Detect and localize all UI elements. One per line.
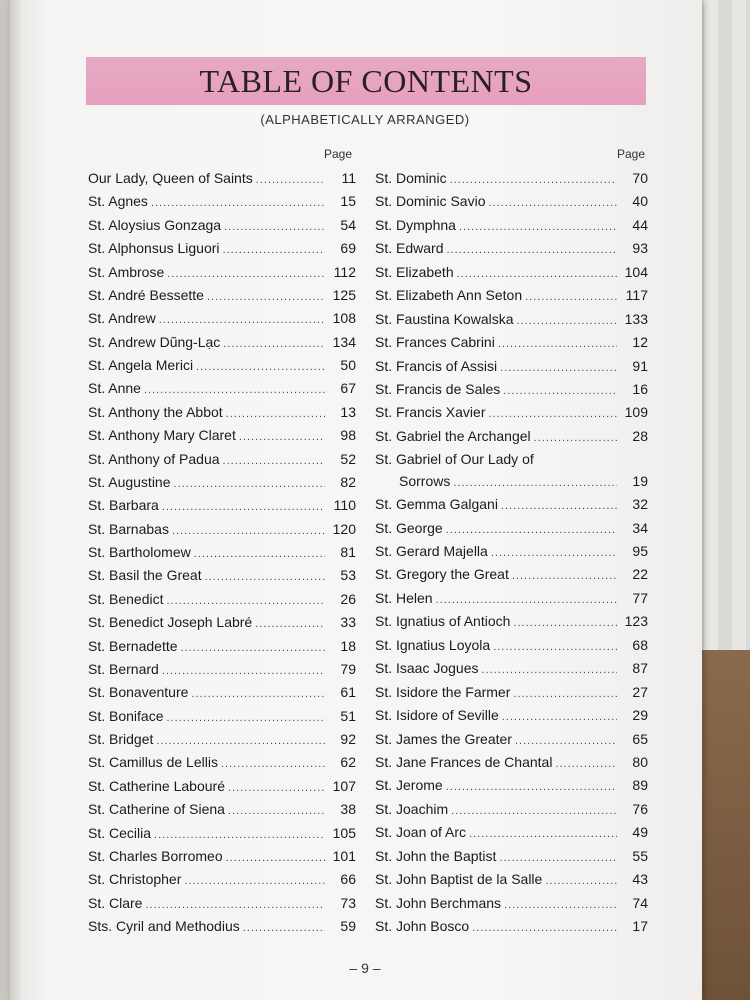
toc-entry-page: 67: [340, 380, 356, 397]
toc-entry-page: 123: [624, 613, 648, 630]
toc-entry-title: St. Jerome: [375, 777, 443, 794]
toc-entry-page: 18: [340, 637, 356, 654]
dot-leader: [451, 801, 617, 821]
toc-entry-title: St. Basil the Great: [88, 567, 202, 584]
toc-entry-page: 79: [340, 660, 356, 677]
toc-entry-page: 66: [340, 871, 356, 888]
toc-entry: [88, 168, 356, 190]
toc-entry-page: 55: [632, 847, 648, 864]
toc-entry-title: St. Joachim: [375, 800, 449, 817]
page-title: TABLE OF CONTENTS: [199, 62, 533, 99]
toc-entry-title: St. John Bosco: [375, 918, 470, 934]
toc-entry: [375, 494, 648, 516]
toc-entry: [88, 519, 356, 541]
toc-entry-page: 93: [632, 240, 648, 257]
toc-entry-page: 51: [340, 707, 356, 724]
toc-entry-title: St. Jane Frances de Chantal: [375, 753, 553, 770]
dot-leader: [207, 287, 325, 307]
dot-leader: [469, 824, 617, 844]
toc-column-right: [375, 168, 648, 938]
toc-column-left: [88, 168, 356, 938]
toc-entry: [375, 916, 648, 938]
toc-entry-title: St. John Berchmans: [375, 894, 502, 911]
dot-leader: [154, 825, 325, 845]
dot-leader: [255, 614, 325, 634]
toc-entry: [88, 332, 356, 354]
toc-entry-title: St. Gabriel of Our Lady of: [375, 451, 534, 468]
toc-entry-title: St. Dominic Savio: [375, 193, 486, 210]
toc-entry-page: 11: [341, 170, 356, 186]
toc-entry: [88, 776, 356, 798]
toc-entry: [375, 262, 648, 284]
toc-entry-title: St. Anthony the Abbot: [88, 403, 223, 420]
toc-entry-page: 13: [340, 403, 356, 420]
toc-entry: [88, 472, 356, 494]
toc-entry: [375, 332, 648, 354]
toc-entry-title: Sts. Cyril and Methodius: [88, 918, 240, 934]
dot-leader: [491, 543, 617, 563]
toc-entry-page: 73: [340, 894, 356, 911]
toc-entry: [375, 426, 648, 448]
toc-entry-page: 38: [340, 801, 356, 818]
toc-entry-page: 87: [632, 660, 648, 677]
toc-entry: [375, 635, 648, 657]
toc-entry-page: 27: [632, 683, 648, 700]
toc-entry: [88, 355, 356, 377]
toc-entry: [375, 191, 648, 213]
toc-entry-title: St. Christopher: [88, 871, 182, 888]
page-column-heading-left: Page: [324, 147, 353, 161]
toc-entry-page: 26: [340, 590, 356, 607]
toc-entry-title: St. Bartholomew: [88, 544, 191, 560]
toc-entry-page: 91: [632, 357, 648, 374]
dot-leader: [498, 334, 617, 354]
toc-entry: [375, 238, 648, 260]
toc-entry: [88, 916, 356, 938]
toc-entry-page: 28: [632, 427, 648, 444]
toc-entry-title: St. Anthony Mary Claret: [88, 427, 236, 444]
page-number: – 9 –: [349, 960, 381, 976]
toc-entry-title: St. Andrew: [88, 310, 156, 327]
toc-entry: [375, 356, 648, 378]
toc-entry: [375, 799, 648, 821]
dot-leader: [513, 613, 617, 633]
toc-entry-page: 50: [340, 357, 356, 373]
toc-entry: [88, 729, 356, 751]
dot-leader: [194, 544, 325, 564]
dot-leader: [525, 287, 617, 307]
toc-entry: [88, 285, 356, 307]
toc-entry-title: St. Ignatius of Antioch: [375, 613, 511, 630]
toc-entry-title: St. Joan of Arc: [375, 824, 467, 841]
dot-leader: [499, 848, 617, 868]
dot-leader: [513, 684, 617, 704]
toc-entry-title: St. Faustina Kowalska: [375, 310, 514, 327]
toc-entry-title: St. John the Baptist: [375, 847, 497, 864]
dot-leader: [205, 567, 325, 587]
toc-entry: [375, 215, 648, 237]
toc-entry-page: 15: [340, 193, 356, 210]
toc-entry: [88, 659, 356, 681]
toc-entry-page: 52: [340, 450, 356, 467]
dot-leader: [457, 264, 617, 284]
toc-entry-page: 62: [340, 754, 356, 771]
dot-leader: [174, 474, 325, 494]
toc-entry-page: 12: [632, 334, 648, 351]
dot-leader: [228, 801, 325, 821]
toc-entry-title: St. Bonaventure: [88, 684, 189, 701]
toc-entry-title: St. Ambrose: [88, 263, 165, 280]
toc-entry: [375, 285, 648, 307]
toc-entry-page: 16: [632, 380, 648, 397]
toc-entry: [375, 449, 648, 469]
toc-entry: [88, 893, 356, 915]
toc-entry: [88, 425, 356, 447]
toc-entry-page: 80: [632, 753, 648, 770]
toc-entry-title: St. Anthony of Padua: [88, 450, 220, 467]
toc-entry: [88, 565, 356, 587]
toc-entry: [375, 705, 648, 727]
toc-entry-page: 69: [340, 240, 356, 257]
toc-entry-page: 77: [632, 589, 648, 606]
toc-entry-page: 40: [632, 193, 648, 210]
dot-leader: [500, 358, 617, 378]
toc-entry: [375, 752, 648, 774]
dot-leader: [502, 707, 617, 727]
toc-entry-page: 61: [340, 684, 356, 701]
toc-entry-page: 76: [632, 800, 648, 817]
toc-entry: [88, 495, 356, 517]
dot-leader: [482, 660, 617, 680]
toc-entry-page: 53: [340, 567, 356, 584]
toc-entry-page: 19: [632, 472, 648, 489]
toc-entry: [375, 682, 648, 704]
toc-entry: [88, 378, 356, 400]
toc-entry-page: 120: [332, 520, 356, 537]
toc-entry-title: St. Boniface: [88, 707, 164, 724]
title-banner: [86, 57, 646, 105]
toc-entry: [375, 658, 648, 680]
dot-leader: [145, 895, 325, 915]
toc-entry-page: 82: [340, 473, 356, 490]
toc-entry: [88, 823, 356, 845]
toc-entry-title: St. Alphonsus Liguori: [88, 240, 220, 257]
toc-entry-page: 105: [332, 824, 356, 841]
dot-leader: [450, 170, 617, 190]
toc-entry-title: St. James the Greater: [375, 730, 512, 747]
toc-entry-title: St. Bernard: [88, 660, 159, 677]
dot-leader: [446, 520, 617, 540]
toc-entry-title: St. Francis Xavier: [375, 404, 486, 421]
toc-entry-page: 68: [632, 636, 648, 653]
toc-entry: [375, 309, 648, 331]
toc-entry-title: St. Augustine: [88, 473, 171, 490]
toc-entry: [375, 402, 648, 424]
toc-entry: [88, 402, 356, 424]
toc-entry-title: St. Agnes: [88, 193, 148, 210]
toc-entry-page: 107: [332, 777, 356, 794]
toc-entry-page: 49: [632, 824, 648, 841]
page-subtitle: (ALPHABETICALLY ARRANGED): [260, 112, 470, 127]
dot-leader: [493, 637, 617, 657]
toc-entry-title: St. Helen: [375, 589, 433, 606]
toc-entry-page: 92: [340, 731, 356, 747]
toc-entry-page: 29: [632, 707, 648, 724]
toc-entry-title: St. Anne: [88, 380, 141, 397]
toc-entry-title: St. George: [375, 519, 443, 536]
dot-leader: [472, 918, 617, 938]
dot-leader: [191, 684, 325, 704]
dot-leader: [501, 496, 617, 516]
toc-entry-title: St. Gerard Majella: [375, 543, 488, 559]
dot-leader: [159, 310, 325, 330]
toc-entry-page: 59: [340, 918, 356, 934]
toc-entry-title: St. Bridget: [88, 731, 154, 747]
toc-entry-title: St. Barnabas: [88, 520, 169, 537]
toc-entry-page: 133: [624, 310, 648, 327]
toc-entry-title: St. Andrew Dũng-Lạc: [88, 333, 221, 350]
toc-entry-title: St. Gabriel the Archangel: [375, 427, 531, 444]
toc-entry: [88, 682, 356, 704]
toc-entry: [88, 238, 356, 260]
dot-leader: [151, 193, 325, 213]
toc-entry: [88, 308, 356, 330]
toc-entry-page: 65: [632, 730, 648, 747]
dot-leader: [226, 404, 325, 424]
dot-leader: [459, 217, 617, 237]
dot-leader: [517, 311, 617, 331]
toc-entry: [375, 168, 648, 190]
dot-leader: [256, 170, 325, 190]
toc-entry-title: St. Gemma Galgani: [375, 496, 498, 513]
toc-entry: [375, 775, 648, 797]
dot-leader: [167, 591, 326, 611]
toc-entry-title: St. Isidore of Seville: [375, 707, 499, 724]
toc-entry-title: St. Aloysius Gonzaga: [88, 216, 222, 233]
toc-entry-title: St. Camillus de Lellis: [88, 754, 218, 771]
toc-entry-title: St. Charles Borromeo: [88, 847, 223, 864]
toc-entry-title: St. Elizabeth Ann Seton: [375, 287, 523, 304]
toc-entry-title: St. Dominic: [375, 170, 447, 186]
toc-entry-page: 74: [632, 894, 648, 911]
toc-entry-page: 117: [625, 287, 648, 304]
toc-entry: [375, 379, 648, 401]
toc-entry-page: 134: [332, 333, 356, 350]
dot-leader: [503, 381, 617, 401]
toc-entry: [88, 612, 356, 634]
toc-entry-title: St. Benedict: [88, 590, 164, 607]
toc-entry: [88, 215, 356, 237]
dot-leader: [534, 428, 617, 448]
toc-entry-page: 81: [340, 544, 356, 560]
toc-entry-title: St. John Baptist de la Salle: [375, 871, 543, 888]
toc-entry-page: 32: [632, 496, 648, 513]
toc-entry-title: Sorrows: [399, 472, 451, 489]
toc-entry-title: St. Catherine Labouré: [88, 777, 225, 794]
toc-entry-title: St. Francis of Assisi: [375, 357, 498, 374]
dot-leader: [196, 357, 325, 377]
toc-entry-title: St. Isaac Jogues: [375, 660, 479, 677]
toc-entry-page: 108: [332, 310, 356, 327]
dot-leader: [184, 871, 325, 891]
toc-entry: [88, 869, 356, 891]
toc-entry: [375, 588, 648, 610]
dot-leader: [223, 240, 325, 260]
dot-leader: [243, 918, 325, 938]
toc-entry-title: St. Ignatius Loyola: [375, 636, 491, 653]
toc-entry: [375, 564, 648, 586]
toc-entry-title: St. Frances Cabrini: [375, 334, 495, 351]
toc-entry-page: 101: [332, 847, 356, 864]
toc-entry-page: 95: [632, 543, 648, 559]
toc-entry: [375, 846, 648, 868]
toc-entry-title: St. Angela Merici: [88, 357, 194, 373]
toc-entry-page: 104: [624, 263, 648, 280]
toc-entry: [88, 846, 356, 868]
toc-entry-title: St. Bernadette: [88, 637, 178, 654]
toc-entry-title: St. Isidore the Farmer: [375, 683, 511, 700]
toc-entry-page: 44: [632, 216, 648, 233]
dot-leader: [488, 404, 617, 424]
toc-entry: [375, 729, 648, 751]
toc-entry-page: 43: [632, 871, 648, 888]
dot-leader: [156, 731, 325, 751]
toc-entry-page: 98: [340, 427, 356, 444]
toc-entry: [375, 893, 648, 915]
dot-leader: [223, 451, 325, 471]
toc-entry-title: St. Clare: [88, 894, 143, 911]
dot-leader: [488, 193, 617, 213]
dot-leader: [512, 566, 617, 586]
toc-entry-title: Our Lady, Queen of Saints: [88, 170, 253, 186]
page-spine: [10, 0, 24, 1000]
dot-leader: [504, 895, 617, 915]
dot-leader: [446, 777, 617, 797]
dot-leader: [223, 334, 325, 354]
toc-entry: [88, 589, 356, 611]
toc-entry: [88, 799, 356, 821]
dot-leader: [167, 264, 325, 284]
toc-entry: [88, 636, 356, 658]
toc-entry-page: 34: [632, 519, 648, 536]
toc-entry: [375, 471, 648, 493]
dot-leader: [226, 848, 325, 868]
toc-entry-title: St. Francis de Sales: [375, 380, 501, 397]
toc-entry-title: St. Barbara: [88, 497, 159, 514]
toc-entry-title: St. Elizabeth: [375, 263, 454, 280]
toc-entry-page: 17: [632, 918, 648, 934]
toc-entry-page: 125: [332, 286, 356, 303]
toc-entry-title: St. Edward: [375, 240, 444, 257]
toc-entry-page: 70: [632, 170, 648, 186]
toc-entry-title: St. Dymphna: [375, 216, 456, 233]
dot-leader: [144, 380, 325, 400]
toc-entry: [375, 869, 648, 891]
toc-entry-page: 109: [624, 404, 648, 421]
toc-entry-page: 54: [340, 216, 356, 233]
dot-leader: [181, 638, 325, 658]
toc-entry-title: St. Gregory the Great: [375, 566, 509, 583]
dot-leader: [162, 661, 325, 681]
toc-entry-page: 33: [340, 614, 356, 631]
toc-entry-page: 112: [333, 263, 356, 280]
toc-entry-title: St. Benedict Joseph Labré: [88, 614, 253, 631]
dot-leader: [221, 754, 325, 774]
dot-leader: [545, 871, 617, 891]
toc-entry: [375, 822, 648, 844]
toc-entry-page: 110: [333, 497, 356, 514]
toc-entry-title: St. Catherine of Siena: [88, 801, 225, 818]
dot-leader: [224, 217, 325, 237]
dot-leader: [515, 731, 617, 751]
toc-entry: [88, 752, 356, 774]
page-column-heading-right: Page: [617, 147, 646, 161]
toc-entry: [375, 611, 648, 633]
toc-entry: [88, 542, 356, 564]
toc-entry-title: St. Cecilia: [88, 824, 152, 841]
toc-entry: [375, 518, 648, 540]
toc-entry: [88, 706, 356, 728]
toc-entry: [88, 191, 356, 213]
dot-leader: [228, 778, 325, 798]
dot-leader: [436, 590, 617, 610]
dot-leader: [172, 521, 325, 541]
toc-entry-title: St. André Bessette: [88, 286, 204, 303]
dot-leader: [162, 497, 325, 517]
toc-entry-page: 89: [632, 777, 648, 794]
dot-leader: [167, 708, 326, 728]
dot-leader: [453, 473, 617, 493]
dot-leader: [239, 427, 325, 447]
toc-entry: [88, 262, 356, 284]
dot-leader: [446, 240, 617, 260]
toc-entry: [375, 541, 648, 563]
dot-leader: [555, 754, 617, 774]
toc-entry-page: 22: [632, 566, 648, 583]
toc-entry: [88, 449, 356, 471]
